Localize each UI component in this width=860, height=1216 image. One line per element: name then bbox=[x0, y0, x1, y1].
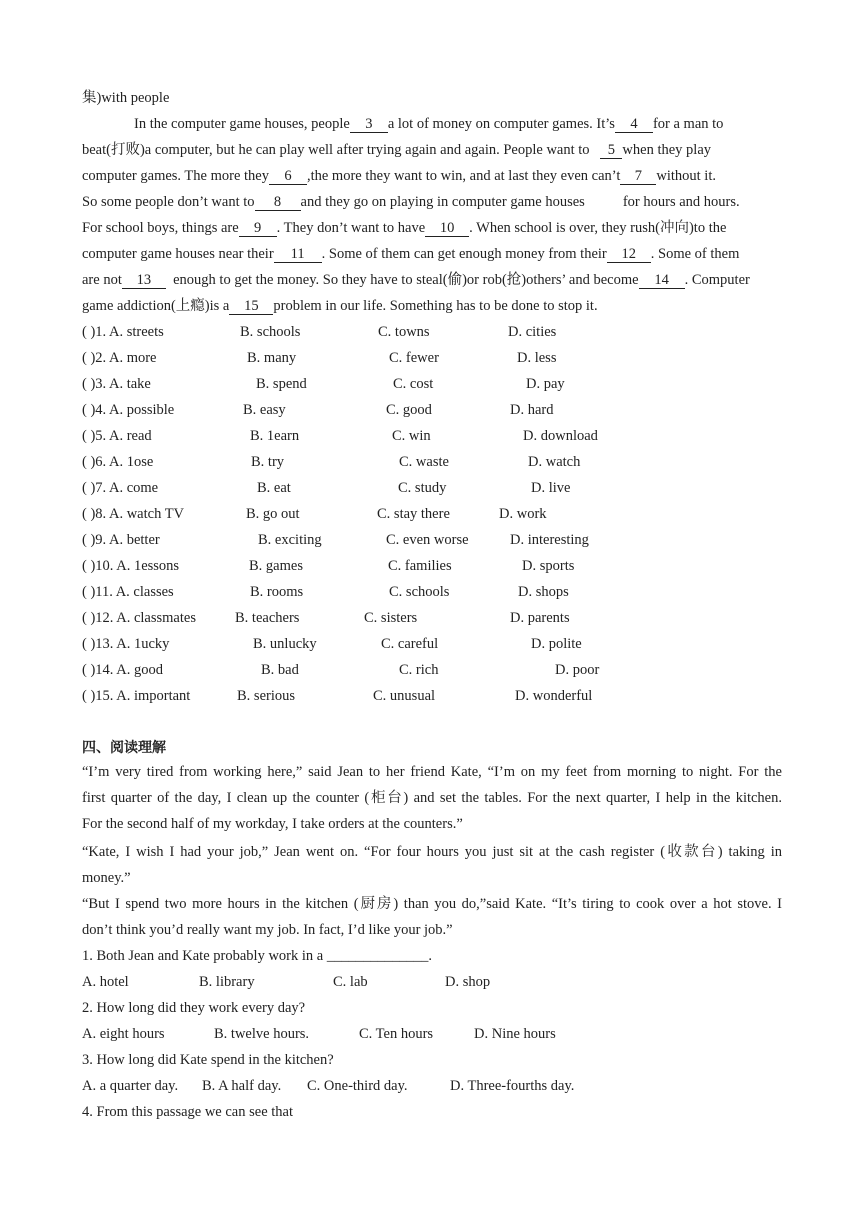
paragraph-1-line: “I’m very tired from working here,” said Jean to her friend Kate, “I’m on my feet from morning to night. For the bbox=[82, 764, 782, 780]
question-3-option-d: D. Three-fourths day. bbox=[450, 1078, 575, 1094]
option-b: B. unlucky bbox=[253, 636, 317, 652]
text: So some people don’t want to bbox=[82, 194, 255, 210]
option-num: ( )2. A. more bbox=[82, 350, 157, 366]
text: In the computer game houses, people bbox=[134, 116, 350, 132]
blank-4: 4 bbox=[615, 116, 653, 133]
option-b: B. easy bbox=[243, 402, 286, 418]
paragraph-1-line: first quarter of the day, I clean up the counter (柜台) and set the tables. For the next quarter, I help in the kitchen. bbox=[82, 790, 782, 806]
question-1-option-d: D. shop bbox=[445, 974, 491, 990]
blank-6: 6 bbox=[269, 168, 307, 185]
text: . Computer bbox=[684, 272, 750, 288]
cloze-line-4 bbox=[82, 192, 740, 212]
option-c: C. good bbox=[386, 402, 432, 418]
cloze-line-2 bbox=[82, 140, 711, 160]
option-d: D. live bbox=[531, 480, 571, 496]
option-num: ( )7. A. come bbox=[82, 480, 159, 496]
question-1-option-a: A. hotel bbox=[82, 974, 129, 990]
option-c: C. even worse bbox=[386, 532, 469, 548]
option-b: B. go out bbox=[246, 506, 300, 522]
text: when they play bbox=[622, 142, 712, 158]
option-c: C. schools bbox=[389, 584, 450, 600]
option-d: D. less bbox=[517, 350, 557, 366]
option-num: ( )11. A. classes bbox=[82, 584, 174, 600]
text: For school boys, things are bbox=[82, 220, 239, 236]
blank-12: 12 bbox=[607, 246, 651, 263]
option-c: C. sisters bbox=[364, 610, 418, 626]
text: enough to get the money. So they have to steal(偷)or rob(抢)others’ and become bbox=[173, 272, 639, 288]
text: game addiction(上瘾)is a bbox=[82, 298, 230, 314]
option-num: ( )8. A. watch TV bbox=[82, 506, 185, 522]
cloze-line-1 bbox=[134, 114, 723, 134]
option-d: D. interesting bbox=[510, 532, 589, 548]
option-c: C. waste bbox=[399, 454, 449, 470]
text: problem in our life. Something has to be done to stop it. bbox=[273, 298, 598, 314]
paragraph-2-line: “Kate, I wish I had your job,” Jean went on. “For four hours you just sit at the cash register (收款台) taking in bbox=[82, 844, 782, 860]
blank-10: 10 bbox=[425, 220, 469, 237]
blank-9: 9 bbox=[239, 220, 277, 237]
option-c: C. fewer bbox=[389, 350, 439, 366]
question-2-option-a: A. eight hours bbox=[82, 1026, 165, 1042]
blank-11: 11 bbox=[274, 246, 322, 263]
option-c: C. families bbox=[388, 558, 452, 574]
option-c: C. rich bbox=[399, 662, 439, 678]
blank-8: 8 bbox=[255, 194, 301, 211]
option-num: ( )6. A. 1ose bbox=[82, 454, 154, 470]
option-b: B. games bbox=[249, 558, 303, 574]
option-num: ( )13. A. 1ucky bbox=[82, 636, 170, 652]
question-3: 3. How long did Kate spend in the kitchen? bbox=[82, 1052, 334, 1068]
option-c: C. stay there bbox=[377, 506, 450, 522]
option-d: D. cities bbox=[508, 324, 557, 340]
option-d: D. hard bbox=[510, 402, 554, 418]
option-b: B. 1earn bbox=[250, 428, 300, 444]
option-d: D. parents bbox=[510, 610, 570, 626]
text: a lot of money on computer games. It’s bbox=[387, 116, 615, 132]
option-d: D. work bbox=[499, 506, 547, 522]
cloze-line-0: 集)with people bbox=[82, 90, 170, 106]
option-num: ( )3. A. take bbox=[82, 376, 151, 392]
blank-7: 7 bbox=[620, 168, 656, 185]
cloze-line-8 bbox=[82, 296, 598, 316]
option-c: C. study bbox=[398, 480, 447, 496]
text: and they go on playing in computer game houses bbox=[300, 194, 585, 210]
text: . Some of them can get enough money from their bbox=[321, 246, 607, 262]
text: . When school is over, they rush(冲向)to the bbox=[469, 220, 727, 236]
option-num: ( )9. A. better bbox=[82, 532, 160, 548]
question-3-option-b: B. A half day. bbox=[202, 1078, 282, 1094]
option-b: B. many bbox=[247, 350, 297, 366]
question-1: 1. Both Jean and Kate probably work in a ______________. bbox=[82, 948, 432, 964]
option-b: B. schools bbox=[240, 324, 301, 340]
cloze-line-6 bbox=[82, 244, 739, 264]
question-1-option-b: B. library bbox=[199, 974, 255, 990]
option-b: B. teachers bbox=[235, 610, 300, 626]
question-4: 4. From this passage we can see that bbox=[82, 1104, 294, 1120]
text: for a man to bbox=[652, 116, 724, 132]
option-d: D. polite bbox=[531, 636, 582, 652]
cloze-line-7 bbox=[82, 270, 750, 290]
option-c: C. towns bbox=[378, 324, 430, 340]
text: . Some of them bbox=[650, 246, 740, 262]
option-b: B. serious bbox=[237, 688, 295, 704]
text: without it. bbox=[656, 168, 716, 184]
question-3-option-a: A. a quarter day. bbox=[82, 1078, 179, 1094]
option-num: ( )5. A. read bbox=[82, 428, 152, 444]
text: computer game houses near their bbox=[82, 246, 274, 262]
option-d: D. shops bbox=[518, 584, 569, 600]
text: computer games. The more they bbox=[82, 168, 269, 184]
question-2-option-d: D. Nine hours bbox=[474, 1026, 556, 1042]
option-b: B. spend bbox=[256, 376, 307, 392]
text: . They don’t want to have bbox=[276, 220, 426, 236]
question-2: 2. How long did they work every day? bbox=[82, 1000, 306, 1016]
option-d: D. sports bbox=[522, 558, 575, 574]
option-num: ( )12. A. classmates bbox=[82, 610, 196, 626]
option-b: B. rooms bbox=[250, 584, 304, 600]
option-num: ( )14. A. good bbox=[82, 662, 163, 678]
option-b: B. exciting bbox=[258, 532, 322, 548]
option-num: ( )4. A. possible bbox=[82, 402, 175, 418]
option-b: B. try bbox=[251, 454, 285, 470]
paragraph-2-line: money.” bbox=[82, 870, 131, 886]
paragraph-3-line: don’t think you’d really want my job. In fact, I’d like your job.” bbox=[82, 922, 453, 938]
option-num: ( )15. A. important bbox=[82, 688, 191, 704]
paragraph-3-line: “But I spend two more hours in the kitchen (厨房) than you do,”said Kate. “It’s tiring to cook over a hot stove. I bbox=[82, 896, 782, 912]
option-c: C. careful bbox=[381, 636, 439, 652]
blank-5: 5 bbox=[600, 142, 622, 159]
paragraph-1-line: For the second half of my workday, I take orders at the counters.” bbox=[82, 816, 463, 832]
text: for hours and hours. bbox=[622, 194, 740, 210]
option-d: D. download bbox=[523, 428, 598, 444]
option-d: D. wonderful bbox=[515, 688, 593, 704]
option-d: D. pay bbox=[526, 376, 565, 392]
blank-13: 13 bbox=[122, 272, 166, 289]
cloze-line-5 bbox=[82, 218, 726, 238]
section-heading: 四、阅读理解 bbox=[82, 740, 166, 756]
option-b: B. eat bbox=[257, 480, 291, 496]
blank-15: 15 bbox=[229, 298, 273, 315]
option-c: C. cost bbox=[393, 376, 434, 392]
option-b: B. bad bbox=[261, 662, 299, 678]
question-2-option-b: B. twelve hours. bbox=[214, 1026, 310, 1042]
text: are not bbox=[82, 272, 122, 288]
text: ,the more they want to win, and at last they even can’t bbox=[306, 168, 621, 184]
option-d: D. poor bbox=[555, 662, 600, 678]
option-num: ( )1. A. streets bbox=[82, 324, 164, 340]
text: beat(打败)a computer, but he can play well after trying again and again. People want to bbox=[82, 142, 590, 158]
option-c: C. win bbox=[392, 428, 431, 444]
cloze-line-3 bbox=[82, 166, 716, 186]
question-3-option-c: C. One-third day. bbox=[307, 1078, 408, 1094]
question-1-option-c: C. lab bbox=[333, 974, 368, 990]
option-d: D. watch bbox=[528, 454, 581, 470]
option-num: ( )10. A. 1essons bbox=[82, 558, 180, 574]
option-c: C. unusual bbox=[373, 688, 436, 704]
blank-3: 3 bbox=[350, 116, 388, 133]
blank-14: 14 bbox=[639, 272, 685, 289]
question-2-option-c: C. Ten hours bbox=[359, 1026, 434, 1042]
